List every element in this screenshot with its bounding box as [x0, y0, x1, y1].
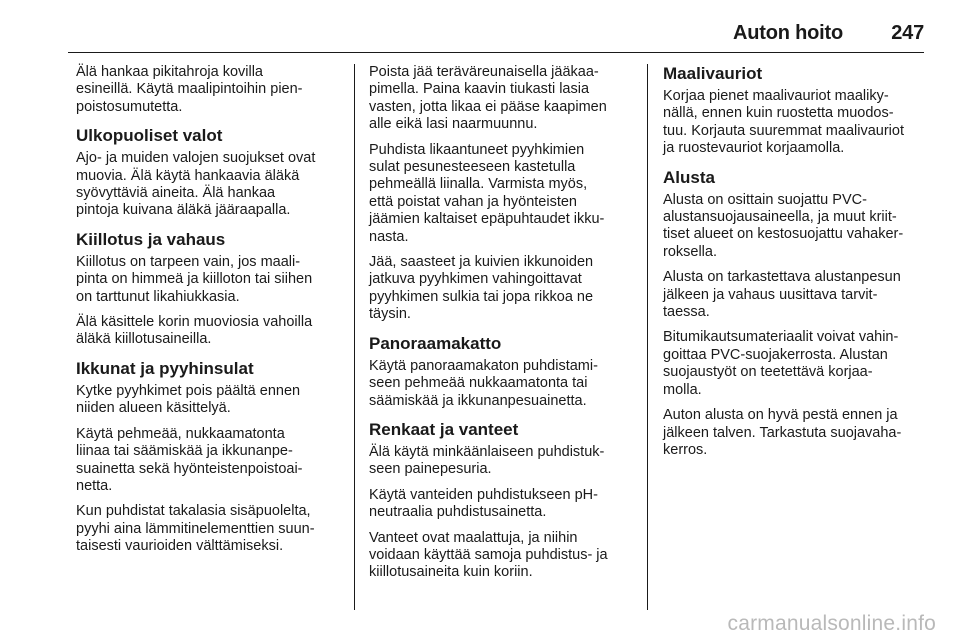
paragraph: Alusta on tarkastettava alustanpesun jälkeen ja vahaus uusittava tarvit- taessa. — [663, 269, 901, 321]
column-3 — [663, 64, 933, 467]
paragraph: Käytä vanteiden puhdistukseen pH- neutraalia puhdistusainetta. — [369, 486, 598, 521]
paragraph: Älä käsittele korin muoviosia vahoilla äläkä kiillotusaineilla. — [76, 314, 313, 348]
heading-panoramic-roof: Panoraamakatto — [369, 333, 502, 353]
paragraph: Poista jää teräväreunaisella jääkaa- pimella. Paina kaavin tiukasti lasia vasten, jotta likaa ei pääse kaapimen alle eikä lasi naarmuunnu. — [369, 64, 607, 133]
paragraph: Kytke pyyhkimet pois päältä ennen niiden alueen käsittelyä. — [76, 382, 301, 417]
paragraph: Jää, saasteet ja kuivien ikkunoiden jatkuva pyyhkimen vahingoittavat pyyhkimen sulkia tai jopa rikkoa ne täysin. — [369, 254, 594, 323]
heading-windows-wipers: Ikkunat ja pyyhinsulat — [76, 358, 254, 378]
column-divider-2 — [647, 64, 648, 610]
page-number: 247 — [891, 22, 924, 44]
section-title: Auton hoito — [733, 22, 843, 44]
paragraph: Puhdista likaantuneet pyyhkimien sulat pesunesteeseen kastetulla pehmeällä liinalla. Varmista myös, että poistat vahan ja hyönteisten jäämien kaltaiset epäpuhtaudet ikku- nasta. — [369, 141, 605, 245]
paragraph: Kiillotus on tarpeen vain, jos maali- pinta on himmeä ja kiilloton tai siihen on tarttunut likahiukkasia. — [76, 253, 313, 305]
column-divider-1 — [354, 64, 355, 610]
paragraph: Vanteet ovat maalattuja, ja niihin voidaan käyttää samoja puhdistus- ja kiillotusaineita kuin koriin. — [369, 529, 608, 581]
paragraph: Älä hankaa pikitahroja kovilla esineillä. Käytä maalipintoihin pien- poistosumutetta. — [76, 64, 303, 115]
column-2 — [369, 64, 639, 590]
heading-paint-damage: Maalivauriot — [663, 64, 763, 83]
heading-tyres-wheels: Renkaat ja vanteet — [369, 419, 519, 439]
paragraph: Bitumikautsumateriaalit voivat vahin- goittaa PVC-suojakerrosta. Alustan suojaustyöt on teetettävä korjaa- molla. — [663, 329, 899, 398]
watermark: carmanualsonline.info — [727, 612, 936, 635]
paragraph: Käytä pehmeää, nukkaamatonta liinaa tai säämiskää ja ikkunanpe- suainetta sekä hyönteistenpoistoai- netta. — [76, 425, 303, 494]
page-header — [0, 0, 960, 56]
heading-exterior-lights: Ulkopuoliset valot — [76, 126, 223, 146]
paragraph: Ajo- ja muiden valojen suojukset ovat muovia. Älä käytä hankaavia äläkä syövyttäviä aineita. Älä hankaa pintoja kuivana äläkä jääraapalla. — [76, 150, 316, 219]
heading-underbody: Alusta — [663, 167, 715, 187]
paragraph: Alusta on osittain suojattu PVC- alustansuojausaineella, ja muut kriit- tiset alueet on kestosuojattu vahaker- roksella. — [663, 191, 904, 260]
heading-polishing-waxing: Kiillotus ja vahaus — [76, 229, 226, 249]
paragraph: Auton alusta on hyvä pestä ennen ja jälkeen talven. Tarkastuta suojavaha- kerros. — [663, 407, 902, 458]
paragraph: Korjaa pienet maalivauriot maaliky- nällä, ennen kuin ruostetta muodos- tuu. Korjauta suuremmat maalivauriot ja ruostevauriot korjaamolla. — [663, 88, 904, 157]
paragraph: Älä käytä minkäänlaiseen puhdistuk- seen painepesuria. — [369, 443, 605, 478]
paragraph: Kun puhdistat takalasia sisäpuolelta, pyyhi aina lämmitinelementtien suun- taisesti vaurioiden välttämiseksi. — [76, 503, 315, 555]
paragraph: Käytä panoraamakaton puhdistami- seen pehmeää nukkaamatonta tai säämiskää ja ikkunanpesuainetta. — [369, 357, 598, 409]
header-rule — [68, 52, 924, 53]
column-1 — [76, 64, 346, 564]
